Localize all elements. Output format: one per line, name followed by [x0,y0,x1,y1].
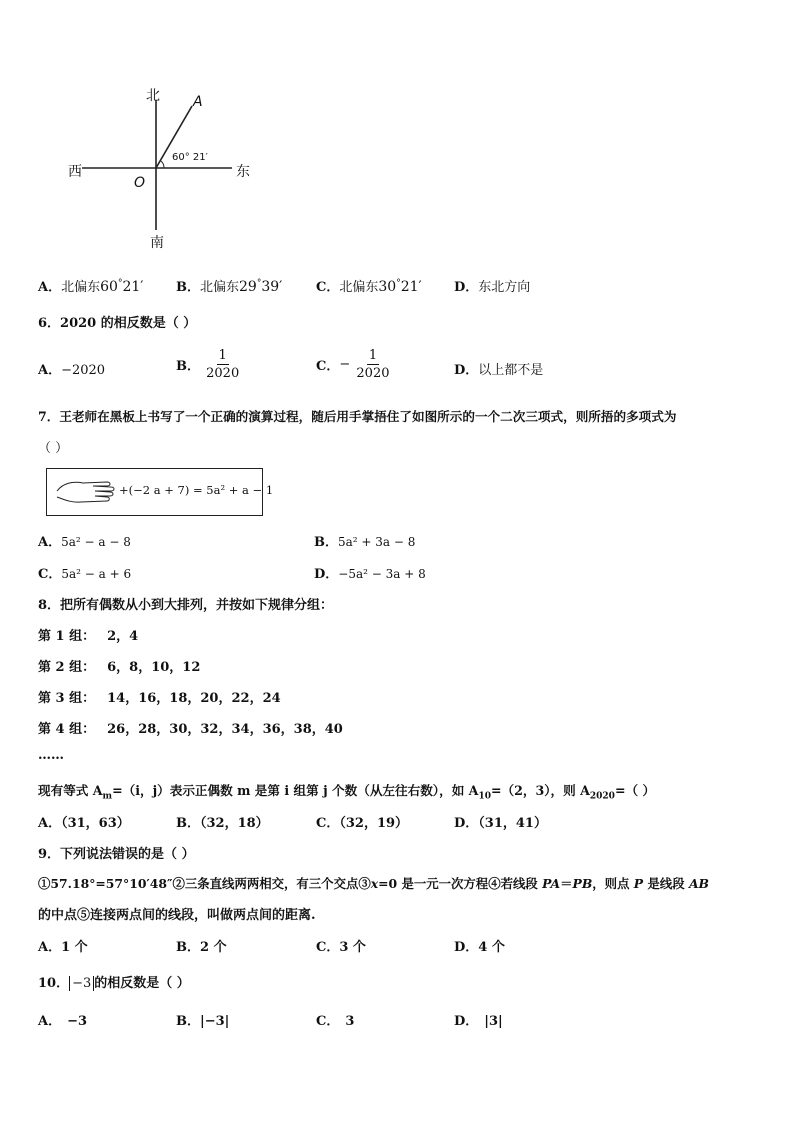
option-minute: 21′ [400,279,422,295]
q7-stem-line2: （ ） [38,441,69,456]
option-letter: D． [454,1014,479,1029]
option-text: |3| [484,1014,503,1029]
option-text: （32，19） [339,816,409,831]
group-label: 第 4 组： [38,722,96,737]
q10-option-c[interactable] [316,1010,354,1029]
q7-option-c[interactable] [38,563,131,582]
hand-icon [55,477,117,507]
q6-option-b[interactable] [176,347,241,382]
option-letter: C． [316,359,340,374]
variable: P [633,876,644,891]
option-letter: D． [314,567,339,582]
q5-option-d[interactable] [454,276,530,295]
q8-option-d[interactable] [454,812,547,831]
fraction-numerator: 1 [218,348,227,363]
fraction [204,347,241,382]
option-text: （32，18） [200,816,269,831]
q10-option-d[interactable] [454,1010,503,1029]
label-north: 北 [146,88,160,104]
label-angle: 60° 21′ [172,152,208,163]
label-west: 西 [68,164,82,180]
option-text: 3 [345,1014,355,1029]
option-text: 北偏东 [200,280,240,295]
option-letter: C． [316,816,340,831]
subscript: 10 [478,791,491,802]
q9-statements-line2: 的中点⑤连接两点间的线段，叫做两点间的距离. [38,908,316,923]
q7-stem-line1: 7．王老师在黑板上书写了一个正确的演算过程，随后用手掌捂住了如图所示的一个二次三项式，则所捂的多项式为 [38,409,677,424]
option-text: （31，63） [61,816,130,831]
fraction-denominator: 2020 [206,366,240,381]
minus-sign: − [339,357,351,372]
q9-statements-line1 [38,874,709,892]
statement-part: ①57.18°=57°10′48″②三条直线两两相交，有三个交点③ [38,876,371,891]
fraction [354,347,391,382]
option-text: 北偏东 [61,280,101,295]
option-minute: 39′ [261,279,283,295]
subscript: 2020 [589,791,615,802]
q5-option-c[interactable]: C．北偏东30°21′ [316,278,422,295]
absolute-value: −3 [69,976,94,991]
variable: AB [688,876,710,891]
label-a: A [193,94,203,110]
option-letter: A． [38,940,62,955]
option-letter: D． [454,816,479,831]
q6-option-a[interactable] [38,359,105,378]
option-letter: C． [316,280,340,295]
group-values: 14，16，18，20，22，24 [107,691,281,706]
option-letter: A． [38,280,62,295]
label-origin: O [134,175,146,191]
group-label: 第 1 组： [38,629,96,644]
option-letter: B． [176,1014,200,1029]
option-text: 1 个 [61,940,88,955]
question-number: 10． [38,976,70,991]
option-text: 5a² + 3a − 8 [338,535,416,549]
variable: PA [542,876,561,891]
q10-stem [38,972,190,991]
fraction-numerator: 1 [368,348,378,363]
option-text: 3 个 [339,940,366,955]
option-text: 北偏东 [339,280,379,295]
q7-figure-box [46,468,274,516]
q9-option-b[interactable] [176,936,227,955]
option-letter: D． [454,363,479,378]
option-letter: D． [454,280,479,295]
q8-option-a[interactable] [38,812,130,831]
group-values: 2，4 [107,629,139,644]
q10-option-b[interactable] [176,1010,229,1029]
statement-part: 是线段 [643,876,689,891]
option-letter: B． [176,359,200,374]
statement-part: ＝ [560,876,573,891]
label-east: 东 [236,164,250,180]
option-text: −2020 [61,363,106,378]
option-minute: 21′ [122,279,144,295]
desc-part: 现有等式 A [38,783,103,798]
option-degree: 60 [100,279,118,295]
q8-group-4 [38,718,343,737]
direction-diagram [60,82,260,252]
option-letter: C． [316,1014,340,1029]
q8-description [38,780,655,802]
option-text: 东北方向 [478,280,531,295]
option-letter: C． [38,567,62,582]
option-letter: B． [176,940,200,955]
q6-option-d[interactable] [454,359,543,378]
option-text: 4 个 [478,940,505,955]
q9-option-a[interactable] [38,936,88,955]
q5-option-a[interactable]: A．北偏东60°21′ [38,278,144,295]
option-letter: B． [176,816,200,831]
group-label: 第 2 组： [38,660,96,675]
statement-part: =0 是一元一次方程④若线段 [378,876,543,891]
desc-part: =（i，j）表示正偶数 m 是第 i 组第 j 个数（从左往右数），如 A [112,783,479,798]
q8-option-c[interactable] [316,812,408,831]
option-letter: A． [38,363,62,378]
desc-part: =（ ） [614,783,656,798]
fraction-denominator: 2020 [356,366,390,381]
q7-option-a[interactable] [38,531,131,550]
option-degree: 29 [239,279,257,295]
label-south: 南 [150,235,164,251]
q5-option-b[interactable]: B．北偏东29°39′ [176,278,283,295]
q7-option-b[interactable] [314,531,415,550]
option-letter: A． [38,1014,62,1029]
q9-option-d[interactable] [454,936,505,955]
q8-group-3 [38,687,281,706]
variable: x [370,876,379,891]
q6-stem: 6．2020 的相反数是（ ） [38,316,197,331]
option-text: 5a² − a + 6 [61,567,132,581]
question-tail: 的相反数是（ ） [94,976,190,991]
q8-ellipsis: …… [38,748,64,763]
option-letter: B． [176,280,200,295]
q6-option-c[interactable] [316,347,392,382]
desc-part: =（2，3），则 A [490,783,590,798]
option-text: （31，41） [478,816,547,831]
subscript: m [102,791,113,802]
option-letter: C． [316,940,340,955]
option-letter: D． [454,940,479,955]
group-values: 6，8，10，12 [107,660,201,675]
option-text: 以上都不是 [478,363,544,378]
group-label: 第 3 组： [38,691,96,706]
q9-stem: 9．下列说法错误的是（ ） [38,847,195,862]
box-expression: +(−2 a + 7) = 5a² + a − 1 [119,483,274,497]
q9-option-c[interactable] [316,936,366,955]
angle-arc [161,161,164,168]
option-letter: A． [38,816,62,831]
q8-group-1 [38,625,138,644]
group-values: 26，28，30，32，34，36，38，40 [107,722,343,737]
statement-part: ，则点 [592,876,634,891]
option-letter: A． [38,535,62,550]
option-degree: 30 [378,279,397,295]
q7-option-d[interactable] [314,563,426,582]
q8-option-b[interactable] [176,812,269,831]
q8-stem: 8．把所有偶数从小到大排列，并按如下规律分组： [38,598,334,613]
option-text: 2 个 [200,940,227,955]
q8-group-2 [38,656,200,675]
option-text: −5a² − 3a + 8 [338,567,426,581]
q10-option-a[interactable] [38,1010,87,1029]
option-text: |−3| [200,1014,230,1029]
variable: PB [572,876,593,891]
option-letter: B． [314,535,338,550]
option-text: −3 [67,1014,88,1029]
option-text: 5a² − a − 8 [61,535,131,549]
